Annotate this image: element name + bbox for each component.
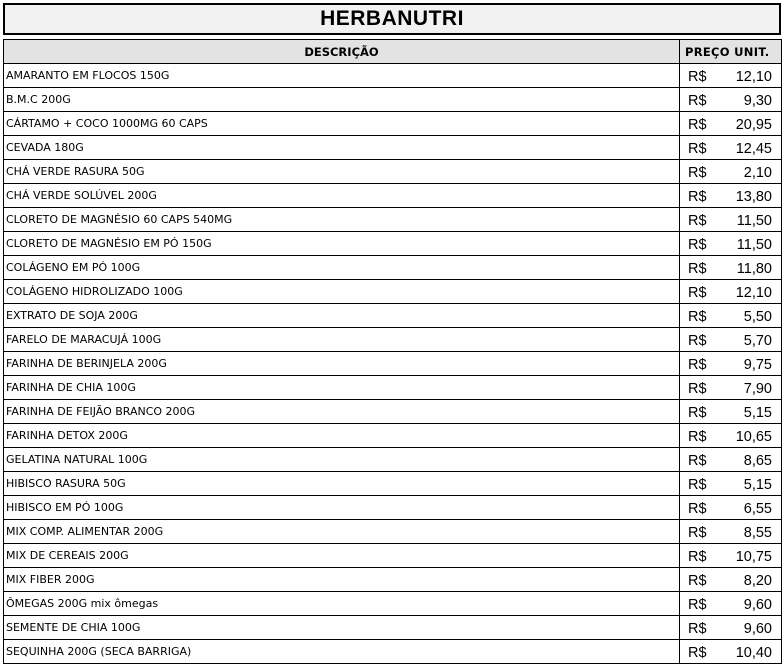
table-row bbox=[4, 112, 782, 136]
unit-price: 12,10 bbox=[735, 68, 772, 85]
product-price-cell bbox=[680, 352, 782, 376]
product-description: FARINHA DETOX 200G bbox=[4, 424, 680, 448]
table-row bbox=[4, 616, 782, 640]
currency-symbol: R$ bbox=[688, 620, 707, 637]
unit-price: 2,10 bbox=[743, 164, 772, 181]
price-list-sheet bbox=[3, 3, 781, 664]
product-price-cell bbox=[680, 472, 782, 496]
table-row bbox=[4, 448, 782, 472]
product-description: AMARANTO EM FLOCOS 150G bbox=[4, 64, 680, 88]
currency-symbol: R$ bbox=[688, 140, 707, 157]
table-row bbox=[4, 568, 782, 592]
product-price-cell bbox=[680, 280, 782, 304]
product-description: CLORETO DE MAGNÉSIO 60 CAPS 540MG bbox=[4, 208, 680, 232]
currency-symbol: R$ bbox=[688, 452, 707, 469]
currency-symbol: R$ bbox=[688, 428, 707, 445]
product-description: CÁRTAMO + COCO 1000MG 60 CAPS bbox=[4, 112, 680, 136]
product-price-cell bbox=[680, 376, 782, 400]
product-price-cell bbox=[680, 424, 782, 448]
currency-symbol: R$ bbox=[688, 596, 707, 613]
product-price-cell bbox=[680, 160, 782, 184]
product-price-cell bbox=[680, 208, 782, 232]
product-description: B.M.C 200G bbox=[4, 88, 680, 112]
currency-symbol: R$ bbox=[688, 572, 707, 589]
unit-price: 5,50 bbox=[743, 308, 772, 325]
currency-symbol: R$ bbox=[688, 68, 707, 85]
table-row bbox=[4, 208, 782, 232]
table-row bbox=[4, 520, 782, 544]
table-row bbox=[4, 280, 782, 304]
table-row bbox=[4, 496, 782, 520]
table-row bbox=[4, 400, 782, 424]
unit-price: 5,70 bbox=[743, 332, 772, 349]
product-description: HIBISCO RASURA 50G bbox=[4, 472, 680, 496]
currency-symbol: R$ bbox=[688, 188, 707, 205]
table-row bbox=[4, 328, 782, 352]
unit-price: 11,50 bbox=[736, 212, 772, 229]
unit-price: 10,75 bbox=[735, 548, 772, 565]
table-row bbox=[4, 88, 782, 112]
unit-price: 10,65 bbox=[735, 428, 772, 445]
product-price-cell bbox=[680, 184, 782, 208]
table-row bbox=[4, 232, 782, 256]
product-price-cell bbox=[680, 256, 782, 280]
product-description: CHÁ VERDE RASURA 50G bbox=[4, 160, 680, 184]
product-description: SEQUINHA 200G (SECA BARRIGA) bbox=[4, 640, 680, 664]
product-description: HIBISCO EM PÓ 100G bbox=[4, 496, 680, 520]
unit-price: 11,50 bbox=[736, 236, 772, 253]
table-row bbox=[4, 352, 782, 376]
currency-symbol: R$ bbox=[688, 356, 707, 373]
product-price-cell bbox=[680, 328, 782, 352]
currency-symbol: R$ bbox=[688, 116, 707, 133]
currency-symbol: R$ bbox=[688, 212, 707, 229]
product-description: MIX COMP. ALIMENTAR 200G bbox=[4, 520, 680, 544]
currency-symbol: R$ bbox=[688, 500, 707, 517]
product-price-cell bbox=[680, 64, 782, 88]
unit-price: 11,80 bbox=[736, 260, 772, 277]
unit-price: 8,65 bbox=[743, 452, 772, 469]
product-price-cell bbox=[680, 232, 782, 256]
product-description: ÔMEGAS 200G mix ômegas bbox=[4, 592, 680, 616]
column-header-description: DESCRIÇÃO bbox=[4, 40, 680, 64]
product-description: FARINHA DE CHIA 100G bbox=[4, 376, 680, 400]
currency-symbol: R$ bbox=[688, 404, 707, 421]
product-description: GELATINA NATURAL 100G bbox=[4, 448, 680, 472]
product-description: CEVADA 180G bbox=[4, 136, 680, 160]
product-description: FARINHA DE FEIJÃO BRANCO 200G bbox=[4, 400, 680, 424]
unit-price: 7,90 bbox=[743, 380, 772, 397]
product-price-cell bbox=[680, 568, 782, 592]
table-row bbox=[4, 304, 782, 328]
table-row bbox=[4, 544, 782, 568]
currency-symbol: R$ bbox=[688, 164, 707, 181]
table-row bbox=[4, 376, 782, 400]
product-price-cell bbox=[680, 448, 782, 472]
currency-symbol: R$ bbox=[688, 380, 707, 397]
table-body bbox=[4, 64, 782, 664]
product-description: FARINHA DE BERINJELA 200G bbox=[4, 352, 680, 376]
product-description: COLÁGENO HIDROLIZADO 100G bbox=[4, 280, 680, 304]
unit-price: 6,55 bbox=[743, 500, 772, 517]
unit-price: 9,60 bbox=[743, 620, 772, 637]
unit-price: 9,30 bbox=[743, 92, 772, 109]
product-description: EXTRATO DE SOJA 200G bbox=[4, 304, 680, 328]
currency-symbol: R$ bbox=[688, 236, 707, 253]
table-row bbox=[4, 592, 782, 616]
product-price-cell bbox=[680, 400, 782, 424]
table-row bbox=[4, 160, 782, 184]
product-description: SEMENTE DE CHIA 100G bbox=[4, 616, 680, 640]
product-price-cell bbox=[680, 592, 782, 616]
table-row bbox=[4, 64, 782, 88]
currency-symbol: R$ bbox=[688, 476, 707, 493]
unit-price: 8,20 bbox=[743, 572, 772, 589]
product-description: CLORETO DE MAGNÉSIO EM PÓ 150G bbox=[4, 232, 680, 256]
currency-symbol: R$ bbox=[688, 548, 707, 565]
unit-price: 12,10 bbox=[735, 284, 772, 301]
currency-symbol: R$ bbox=[688, 644, 707, 661]
product-price-cell bbox=[680, 616, 782, 640]
unit-price: 5,15 bbox=[743, 476, 772, 493]
product-price-cell bbox=[680, 640, 782, 664]
page-title: HERBANUTRI bbox=[3, 3, 781, 35]
column-header-price: PREÇO UNIT. bbox=[680, 40, 782, 64]
table-row bbox=[4, 472, 782, 496]
table-row bbox=[4, 256, 782, 280]
product-price-cell bbox=[680, 520, 782, 544]
product-price-cell bbox=[680, 304, 782, 328]
table-row bbox=[4, 640, 782, 664]
currency-symbol: R$ bbox=[688, 260, 707, 277]
currency-symbol: R$ bbox=[688, 308, 707, 325]
unit-price: 10,40 bbox=[735, 644, 772, 661]
unit-price: 20,95 bbox=[735, 116, 772, 133]
unit-price: 13,80 bbox=[735, 188, 772, 205]
unit-price: 9,75 bbox=[743, 356, 772, 373]
product-price-cell bbox=[680, 136, 782, 160]
currency-symbol: R$ bbox=[688, 332, 707, 349]
currency-symbol: R$ bbox=[688, 284, 707, 301]
product-price-cell bbox=[680, 88, 782, 112]
product-description: MIX FIBER 200G bbox=[4, 568, 680, 592]
table-row bbox=[4, 424, 782, 448]
product-description: COLÁGENO EM PÓ 100G bbox=[4, 256, 680, 280]
currency-symbol: R$ bbox=[688, 524, 707, 541]
unit-price: 8,55 bbox=[743, 524, 772, 541]
unit-price: 9,60 bbox=[743, 596, 772, 613]
product-description: MIX DE CEREAIS 200G bbox=[4, 544, 680, 568]
unit-price: 12,45 bbox=[735, 140, 772, 157]
product-description: CHÁ VERDE SOLÚVEL 200G bbox=[4, 184, 680, 208]
table-row bbox=[4, 184, 782, 208]
product-price-cell bbox=[680, 112, 782, 136]
currency-symbol: R$ bbox=[688, 92, 707, 109]
product-price-cell bbox=[680, 496, 782, 520]
product-price-cell bbox=[680, 544, 782, 568]
product-description: FARELO DE MARACUJÁ 100G bbox=[4, 328, 680, 352]
unit-price: 5,15 bbox=[743, 404, 772, 421]
table-row bbox=[4, 136, 782, 160]
table-header-row bbox=[4, 40, 782, 64]
price-table bbox=[3, 39, 782, 664]
